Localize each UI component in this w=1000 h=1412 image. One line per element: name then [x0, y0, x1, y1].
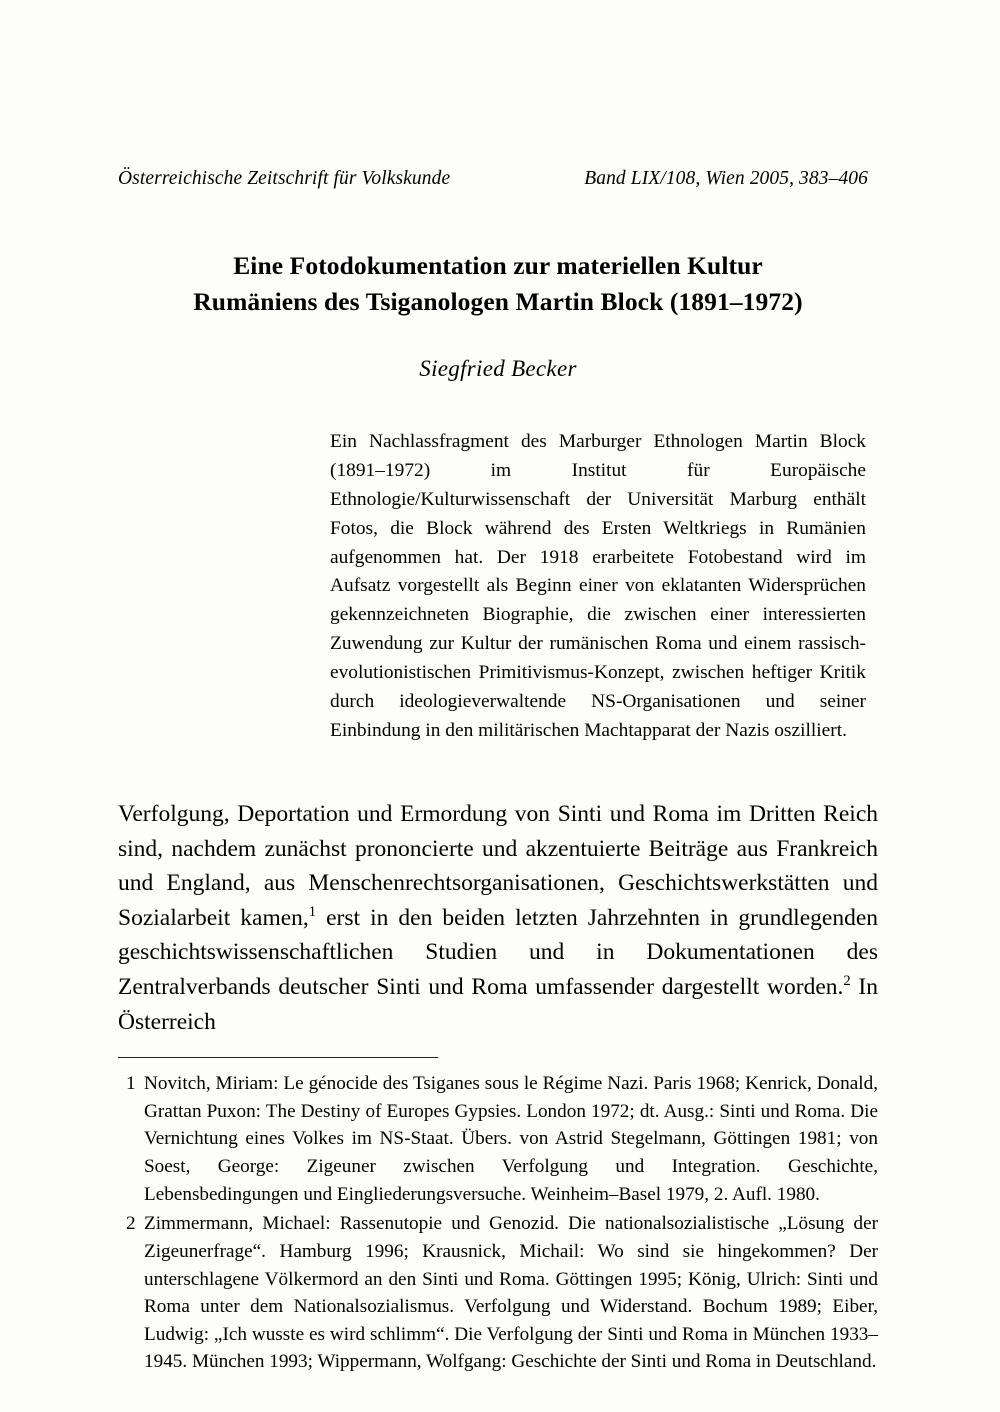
footnote-text: Zimmermann, Michael: Rassenutopie und Genozid. Die nationalsozialistische „Lösung der Zigeunerfrage“. Hamburg 1996; Krausnick, Michail: Wo sind sie hingekommen? Der unterschlagene Völkermord an den Sinti und Roma. Göttingen 1995; König, Ulrich: Sinti und Roma unter dem Nationalsozialismus. Verfolgung und Widerstand. Bochum 1989; Eiber, Ludwig: „Ich wusste es wird schlimm“. Die Verfolgung der Sinti und Roma in München 1933–1945. München 1993; Wippermann, Wolfgang: Geschichte der Sinti und Roma in Deutschland. — [144, 1213, 878, 1373]
title-line-1: Eine Fotodokumentation zur materiellen Kultur — [233, 251, 763, 280]
article-content — [118, 168, 878, 1378]
running-head — [118, 168, 878, 190]
footnotes-section — [118, 1070, 878, 1376]
footnote-item — [118, 1070, 878, 1208]
title-line-2: Rumäniens des Tsiganologen Martin Block (1891–1972) — [193, 287, 803, 317]
body-text-part-3: In Österreich — [118, 974, 878, 1035]
issue-citation: Band LIX/108, Wien 2005, 383–406 — [584, 168, 868, 189]
footnote-marker-1[interactable]: 1 — [308, 904, 317, 921]
body-paragraph — [118, 797, 878, 1039]
body-text-part-2: erst in den beiden letzten Jahrzehnten in grundlegenden geschichtswissenschaftlichen Studien und in Dokumentationen des Zentralverbands deutscher Sinti und Roma umfassender dargestellt worden. — [118, 904, 878, 1000]
footnote-text: Novitch, Miriam: Le génocide des Tsiganes sous le Régime Nazi. Paris 1968; Kenrick, Donald, Grattan Puxon: The Destiny of Europes Gypsies. London 1972; dt. Ausg.: Sinti und Roma. Die Vernichtung eines Volkes im NS-Staat. Übers. von Astrid Stegelmann, Göttingen 1981; von Soest, George: Zigeuner zwischen Verfolgung und Integration. Geschichte, Lebensbedingungen und Eingliederungsversuche. Weinheim–Basel 1979, 2. Aufl. 1980. — [144, 1073, 878, 1205]
page-title — [148, 248, 848, 320]
abstract-text: Ein Nachlassfragment des Marburger Ethnologen Martin Block (1891–1972) im Institut für Europäische Ethnologie/Kulturwissenschaft der Universität Marburg enthält Fotos, die Block während des Ersten Weltkriegs in Rumänien aufgenommen hat. Der 1918 erarbeitete Fotobestand wird im Aufsatz vorgestellt als Beginn einer von eklatanten Widersprüchen gekennzeichneten Biographie, die zwischen einer interessierten Zuwendung zur Kultur der rumänischen Roma und einem rassisch-evolutionistischen Primitivismus-Konzept, zwischen heftiger Kritik durch ideologieverwaltende NS-Organisationen und seiner Einbindung in den militärischen Machtapparat der Nazis oszilliert. — [330, 431, 866, 741]
footnote-item — [118, 1210, 878, 1376]
journal-title: Österreichische Zeitschrift für Volkskunde — [118, 168, 451, 189]
author-name: Siegfried Becker — [419, 356, 577, 382]
footnote-number: 1 — [126, 1073, 136, 1095]
body-text-part-1: Verfolgung, Deportation und Ermordung von Sinti und Roma im Dritten Reich sind, nachdem zunächst prononcierte und akzentuierte Beiträge aus Frankreich und England, aus Menschenrechtsorganisationen, Geschichtswerkstätten und Sozialarbeit kamen, — [118, 801, 878, 931]
footnote-number: 2 — [126, 1213, 136, 1235]
footnote-marker-2[interactable]: 2 — [843, 973, 851, 990]
footnote-separator — [118, 1057, 438, 1058]
